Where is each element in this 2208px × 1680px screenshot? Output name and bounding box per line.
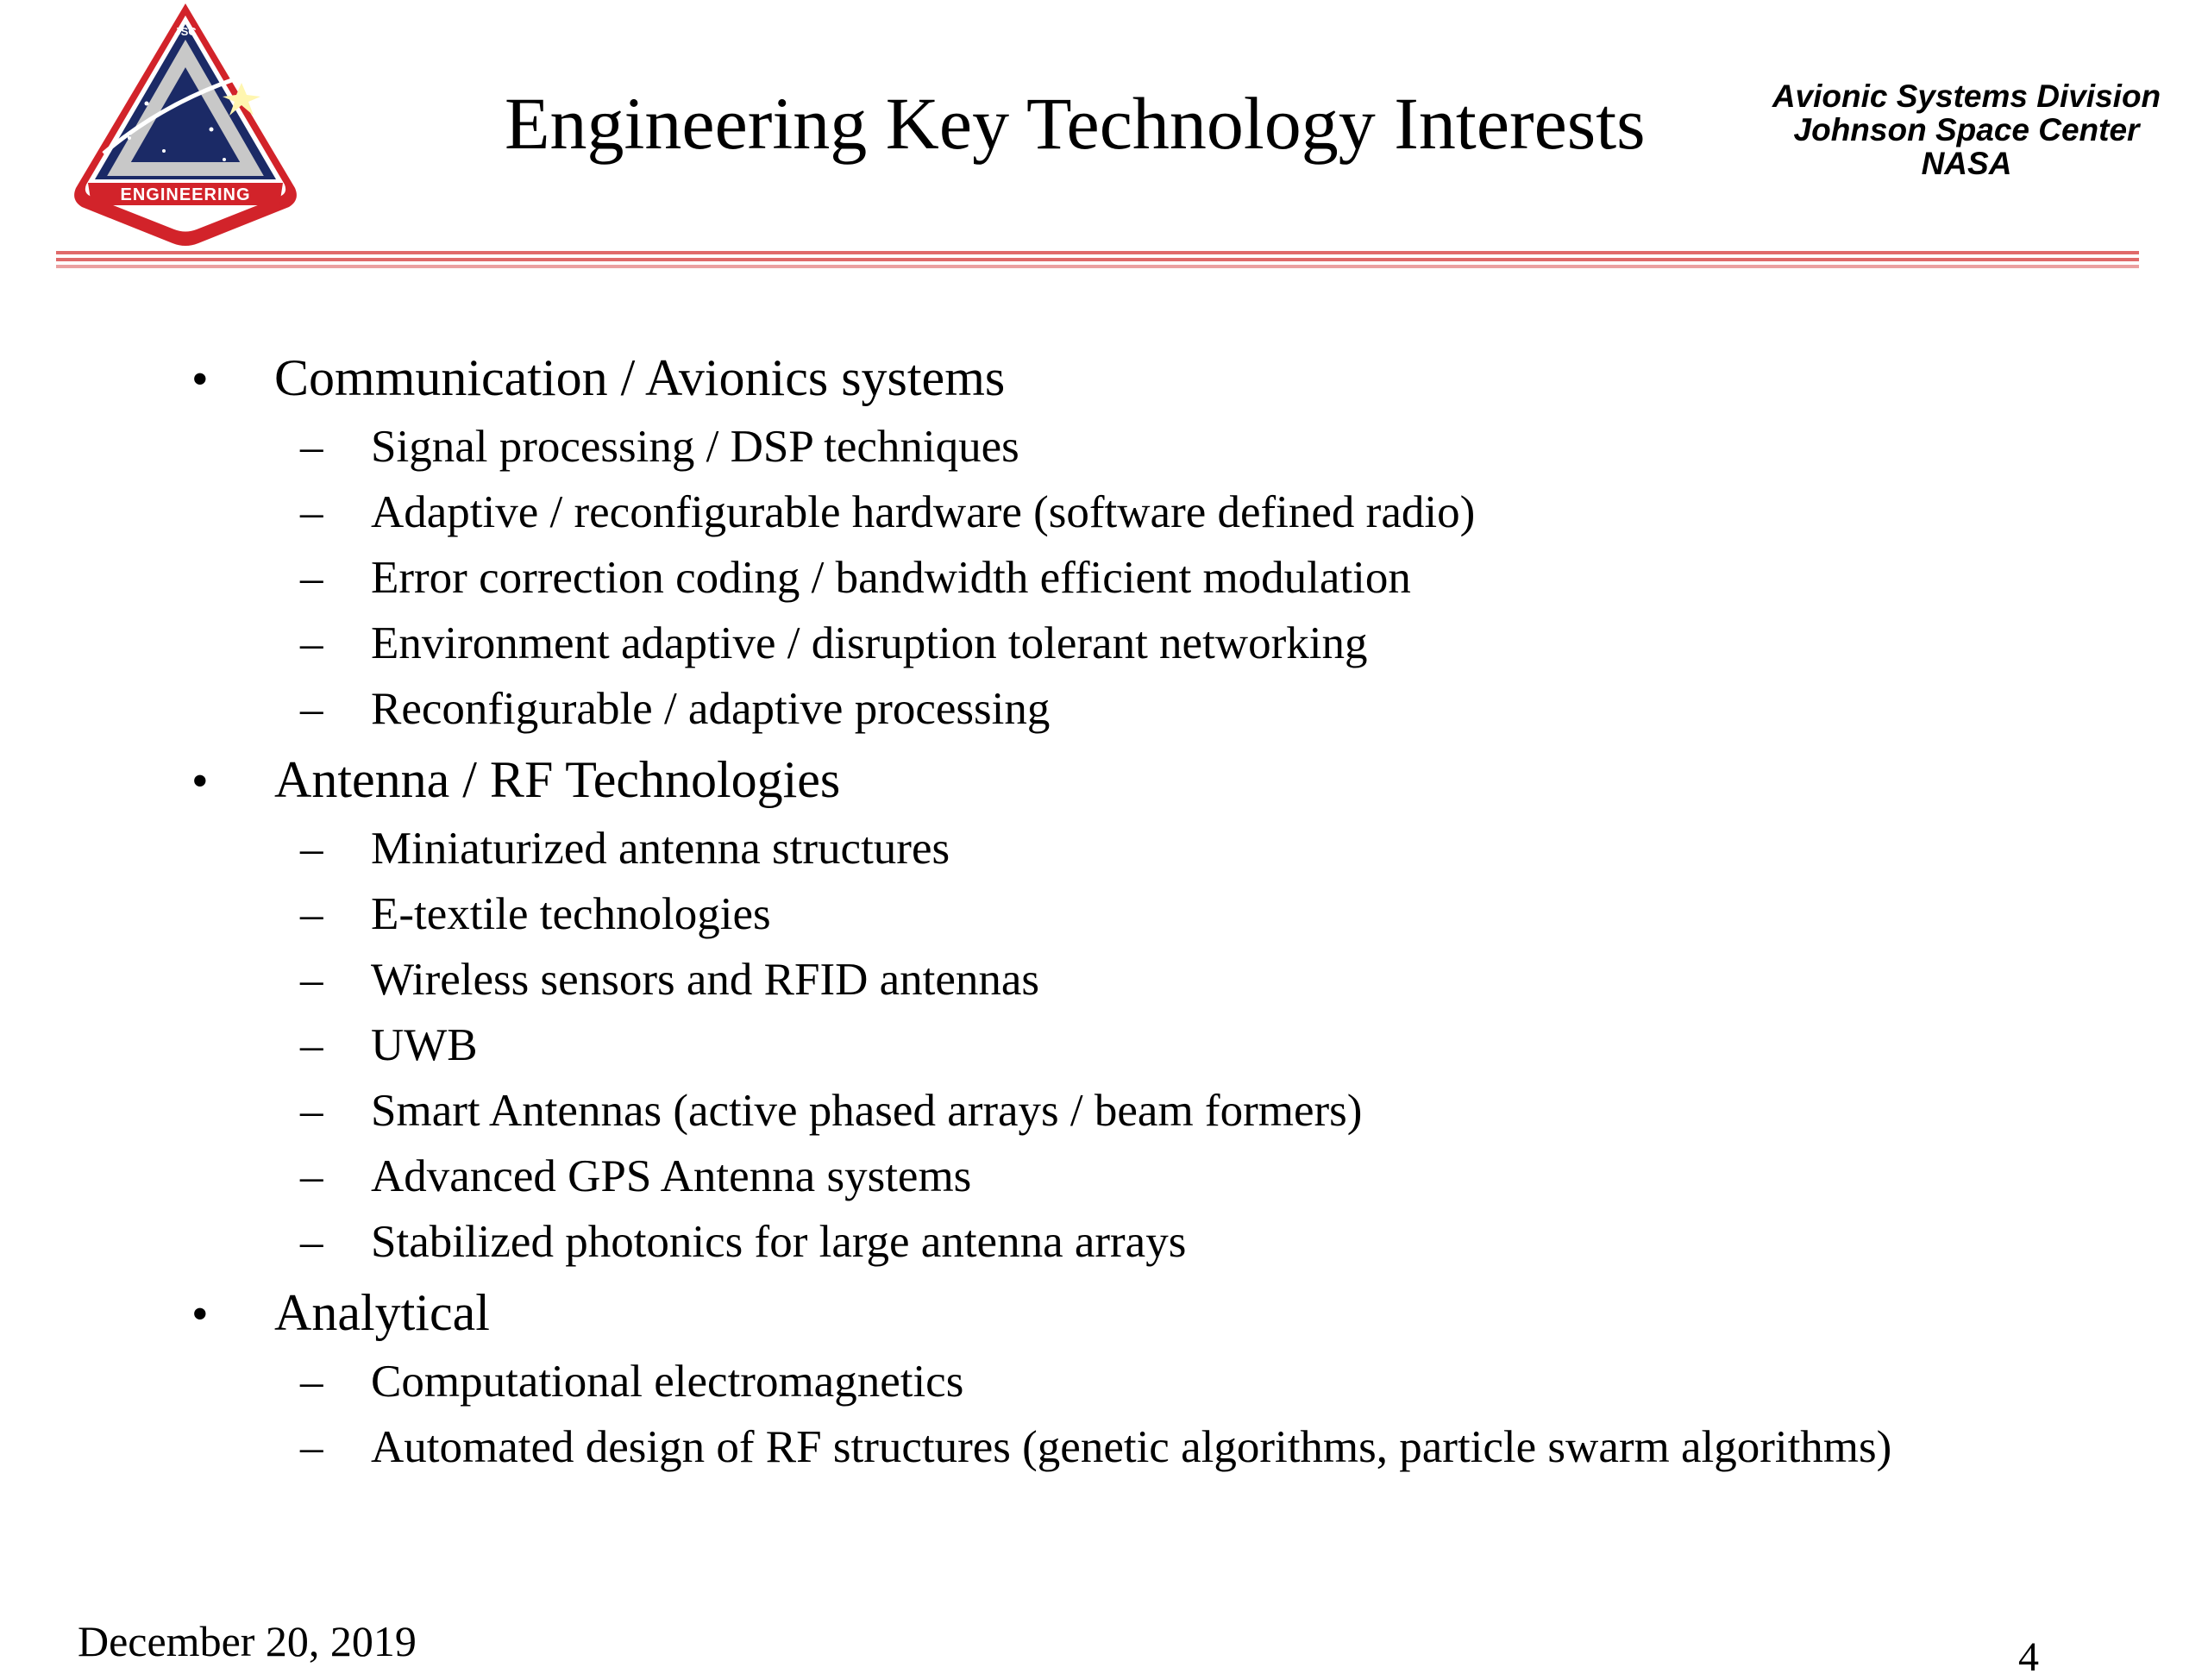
dash-icon: – bbox=[300, 824, 323, 874]
dash-icon: – bbox=[300, 1422, 323, 1472]
list-item: Environment adaptive / disruption tolerant networking bbox=[371, 618, 1368, 668]
list-item: Advanced GPS Antenna systems bbox=[371, 1151, 972, 1201]
dash-icon: – bbox=[300, 1357, 323, 1407]
dash-icon: – bbox=[300, 1086, 323, 1136]
dash-icon: – bbox=[300, 1020, 323, 1070]
org-line-agency: NASA bbox=[1921, 146, 2012, 181]
list-item: Stabilized photonics for large antenna arrays bbox=[371, 1217, 1187, 1267]
footer-date: December 20, 2019 bbox=[78, 1617, 417, 1665]
slide-title: Engineering Key Technology Interests bbox=[505, 82, 1646, 165]
list-item: Reconfigurable / adaptive processing bbox=[371, 684, 1051, 734]
list-item: Error correction coding / bandwidth efficient modulation bbox=[371, 553, 1411, 603]
list-item: Adaptive / reconfigurable hardware (software defined radio) bbox=[371, 487, 1476, 537]
org-line-division: Avionic Systems Division bbox=[1772, 78, 2161, 114]
logo-top-text: JSC bbox=[174, 25, 197, 38]
dash-icon: – bbox=[300, 553, 323, 603]
section-heading-antenna: Antenna / RF Technologies bbox=[274, 751, 841, 808]
dash-icon: – bbox=[300, 422, 323, 472]
dash-icon: – bbox=[300, 684, 323, 734]
page-number: 4 bbox=[2018, 1634, 2039, 1680]
list-item: UWB bbox=[371, 1020, 478, 1070]
list-item: Smart Antennas (active phased arrays / beam formers) bbox=[371, 1086, 1363, 1136]
bullet-icon: • bbox=[191, 1288, 209, 1341]
section-heading-communication: Communication / Avionics systems bbox=[274, 349, 1006, 406]
dash-icon: – bbox=[300, 1217, 323, 1267]
dash-icon: – bbox=[300, 618, 323, 668]
bullet-icon: • bbox=[191, 755, 209, 808]
dash-icon: – bbox=[300, 955, 323, 1005]
logo-band-text: ENGINEERING bbox=[120, 185, 251, 204]
bullet-icon: • bbox=[191, 353, 209, 406]
logo-bottom-text: NASA bbox=[160, 208, 210, 227]
list-item: Miniaturized antenna structures bbox=[371, 824, 950, 874]
list-item: Signal processing / DSP techniques bbox=[371, 422, 1019, 472]
dash-icon: – bbox=[300, 487, 323, 537]
dash-icon: – bbox=[300, 889, 323, 939]
list-item: Automated design of RF structures (genetic algorithms, particle swarm algorithms) bbox=[371, 1422, 1892, 1472]
org-line-center: Johnson Space Center bbox=[1793, 112, 2140, 147]
list-item: E-textile technologies bbox=[371, 889, 771, 939]
section-heading-analytical: Analytical bbox=[274, 1284, 490, 1341]
dash-icon: – bbox=[300, 1151, 323, 1201]
list-item: Computational electromagnetics bbox=[371, 1357, 964, 1407]
list-item: Wireless sensors and RFID antennas bbox=[371, 955, 1040, 1005]
